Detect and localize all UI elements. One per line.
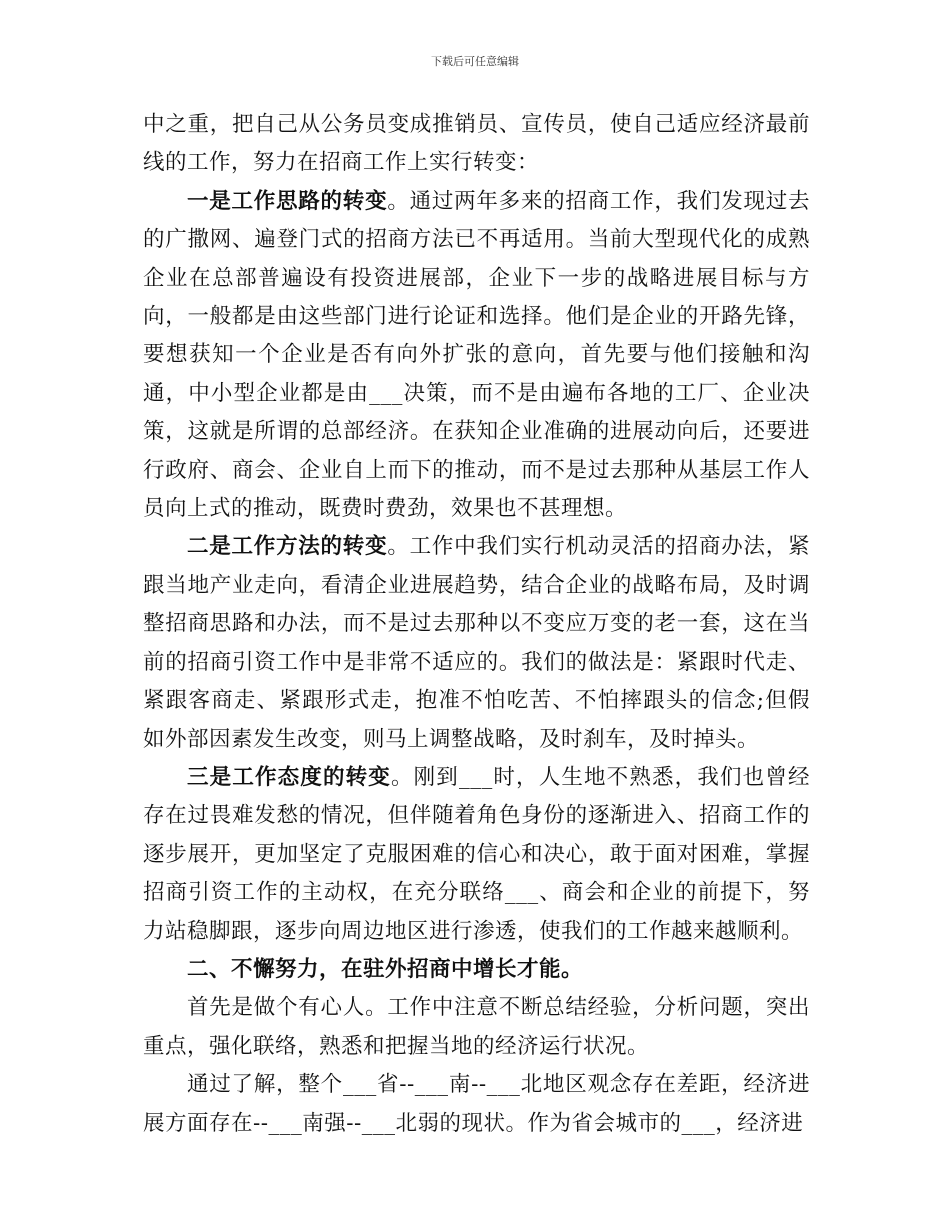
paragraph-text: 中之重，把自己从公务员变成推销员、宣传员，使自己适应经济最前线的工作，努力在招商工作上实行转变： [143,112,810,176]
paragraph-1 [143,106,810,183]
document-body [143,106,810,1143]
paragraph-5 [143,989,810,1066]
paragraph-text: 。刚到___时，人生地不熟悉，我们也曾经存在过畏难发愁的情况，但伴随着角色身份的逐渐进入、招商工作的逐步展开，更加坚定了克服困难的信心和决心，敢于面对困难，掌握招商引资工作的主动权，在充分联络___、商会和企业的前提下，努力站稳脚跟，逐步向周边地区进行渗透，使我们的工作越来越顺利。 [143,764,810,944]
paragraph-heading: 二是工作方法的转变 [187,534,388,560]
paragraph-heading: 一是工作思路的转变 [187,188,388,214]
paragraph-text: 。通过两年多来的招商工作，我们发现过去的广撒网、遍登门式的招商方法已不再适用。当前大型现代化的成熟企业在总部普遍设有投资进展部，企业下一步的战略进展目标与方向，一般都是由这些部门进行论证和选择。他们是企业的开路先锋，要想获知一个企业是否有向外扩张的意向，首先要与他们接触和沟通，中小型企业都是由___决策，而不是由遍布各地的工厂、企业决策，这就是所谓的总部经济。在获知企业准确的进展动向后，还要进行政府、商会、企业自上而下的推动，而不是过去那种从基层工作人员向上式的推动，既费时费劲，效果也不甚理想。 [143,188,810,522]
paragraph-2 [143,183,810,529]
paragraph-4 [143,759,810,951]
paragraph-text: 首先是做个有心人。工作中注意不断总结经验，分析问题，突出重点，强化联络，熟悉和把握当地的经济运行状况。 [143,995,810,1059]
paragraph-heading: 三是工作态度的转变 [187,764,391,790]
paragraph-3 [143,528,810,758]
section-heading-text: 二、不懈努力，在驻外招商中增长才能。 [187,956,584,982]
paragraph-text: 通过了解，整个___省--___南--___北地区观念存在差距，经济进展方面存在--___南强--___北弱的现状。作为省会城市的___，经济进 [143,1072,810,1136]
section-heading [143,951,810,989]
page-header: 下载后可任意编辑 [431,55,519,68]
paragraph-text: 。工作中我们实行机动灵活的招商办法，紧跟当地产业走向，看清企业进展趋势，结合企业的战略布局，及时调整招商思路和办法，而不是过去那种以不变应万变的老一套，这在当前的招商引资工作中是非常不适应的。我们的做法是：紧跟时代走、紧跟客商走、紧跟形式走，抱准不怕吃苦、不怕摔跟头的信念;但假如外部因素发生改变，则马上调整战略，及时刹车，及时掉头。 [143,534,810,752]
paragraph-6 [143,1066,810,1143]
